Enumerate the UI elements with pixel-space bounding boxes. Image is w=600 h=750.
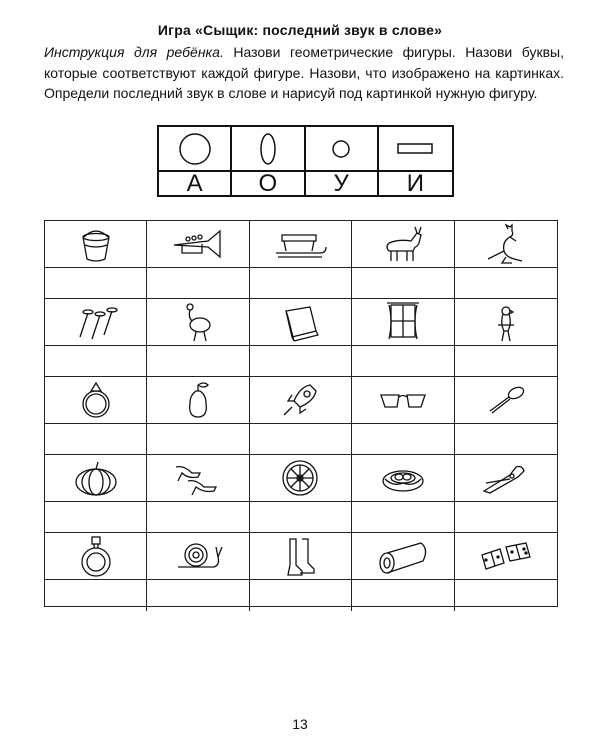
picture-cell — [250, 221, 352, 268]
picture-cell — [147, 455, 249, 502]
answer-cell[interactable] — [250, 268, 352, 299]
picture-cell — [45, 299, 147, 346]
answer-cell[interactable] — [455, 580, 557, 611]
window-icon — [373, 301, 433, 343]
picture-cell — [455, 455, 557, 502]
instructions-text: Назови геометрические фигуры. Назови буквы, которые соответствуют каждой фигуре. Назови, что изображено на картинках. Определи последний звук в слове и нарисуй под картинкой нужную фигуру. — [44, 44, 565, 101]
snail-icon — [168, 535, 228, 577]
page-title: Игра «Сыщик: последний звук в слове» — [157, 22, 443, 38]
legend-letter-4: И — [406, 170, 424, 197]
answer-cell[interactable] — [45, 502, 147, 533]
boots-icon — [270, 535, 330, 577]
picture-cell — [250, 377, 352, 424]
answer-cell[interactable] — [147, 502, 249, 533]
spoon-icon — [476, 379, 536, 421]
picture-cell — [45, 533, 147, 580]
pumpkin-icon — [66, 457, 126, 499]
answer-cell[interactable] — [250, 502, 352, 533]
picture-grid — [44, 220, 558, 607]
rectangle-icon — [395, 142, 435, 156]
answer-cell[interactable] — [45, 424, 147, 455]
picture-cell — [45, 455, 147, 502]
legend-letter-1: А — [159, 172, 232, 196]
oval-icon — [258, 131, 278, 167]
legend-shape-2 — [232, 127, 305, 172]
picture-cell — [455, 377, 557, 424]
picture-cell — [147, 221, 249, 268]
picture-cell — [352, 455, 454, 502]
answer-cell[interactable] — [352, 268, 454, 299]
picture-cell — [147, 377, 249, 424]
answer-cell[interactable] — [250, 346, 352, 377]
picture-cell — [352, 221, 454, 268]
picture-cell — [45, 377, 147, 424]
answer-cell[interactable] — [455, 424, 557, 455]
answer-cell[interactable] — [147, 346, 249, 377]
answer-cell[interactable] — [45, 346, 147, 377]
answer-cell[interactable] — [352, 346, 454, 377]
legend-shape-3 — [306, 127, 379, 172]
answer-cell[interactable] — [455, 268, 557, 299]
answer-cell[interactable] — [45, 268, 147, 299]
answer-cell[interactable] — [45, 580, 147, 611]
picture-cell — [352, 533, 454, 580]
picture-cell — [250, 299, 352, 346]
answer-cell[interactable] — [147, 424, 249, 455]
log-icon — [373, 535, 433, 577]
instructions-lead: Инструкция для ребёнка. — [44, 44, 224, 60]
picture-cell — [45, 221, 147, 268]
wheel-icon — [270, 457, 330, 499]
bucket-icon — [66, 223, 126, 265]
ostrich-icon — [168, 301, 228, 343]
picture-cell — [455, 221, 557, 268]
answer-cell[interactable] — [147, 268, 249, 299]
shape-letter-legend — [157, 125, 454, 197]
answer-cell[interactable] — [147, 580, 249, 611]
circle-icon — [178, 132, 212, 166]
rocket-icon — [270, 379, 330, 421]
picture-cell — [250, 533, 352, 580]
picture-cell — [147, 533, 249, 580]
perfume-icon — [66, 535, 126, 577]
ring-icon — [66, 379, 126, 421]
picture-cell — [455, 533, 557, 580]
pliers-icon — [476, 457, 536, 499]
answer-cell[interactable] — [352, 424, 454, 455]
picture-cell — [250, 455, 352, 502]
page-number: 13 — [292, 716, 308, 732]
answer-cell[interactable] — [352, 580, 454, 611]
pear-icon — [168, 379, 228, 421]
answer-cell[interactable] — [250, 580, 352, 611]
nest-icon — [373, 457, 433, 499]
picture-cell — [352, 377, 454, 424]
trumpet-icon — [168, 223, 228, 265]
legend-shape-4 — [379, 127, 452, 172]
answer-cell[interactable] — [455, 346, 557, 377]
parrot-icon — [476, 301, 536, 343]
picture-cell — [455, 299, 557, 346]
goat-icon — [373, 223, 433, 265]
answer-cell[interactable] — [250, 424, 352, 455]
picture-cell — [147, 299, 249, 346]
legend-letter-3: У — [306, 172, 379, 196]
book-icon — [270, 301, 330, 343]
glasses-icon — [373, 379, 433, 421]
answer-cell[interactable] — [455, 502, 557, 533]
shoes-icon — [168, 457, 228, 499]
dominoes-icon — [476, 535, 536, 577]
picture-cell — [352, 299, 454, 346]
kangaroo-icon — [476, 223, 536, 265]
legend-letter-2: О — [232, 172, 305, 196]
nails-icon — [66, 301, 126, 343]
small-circle-icon — [330, 138, 352, 160]
legend-shape-1 — [159, 127, 232, 172]
instructions — [44, 42, 564, 104]
sled-icon — [270, 223, 330, 265]
answer-cell[interactable] — [352, 502, 454, 533]
